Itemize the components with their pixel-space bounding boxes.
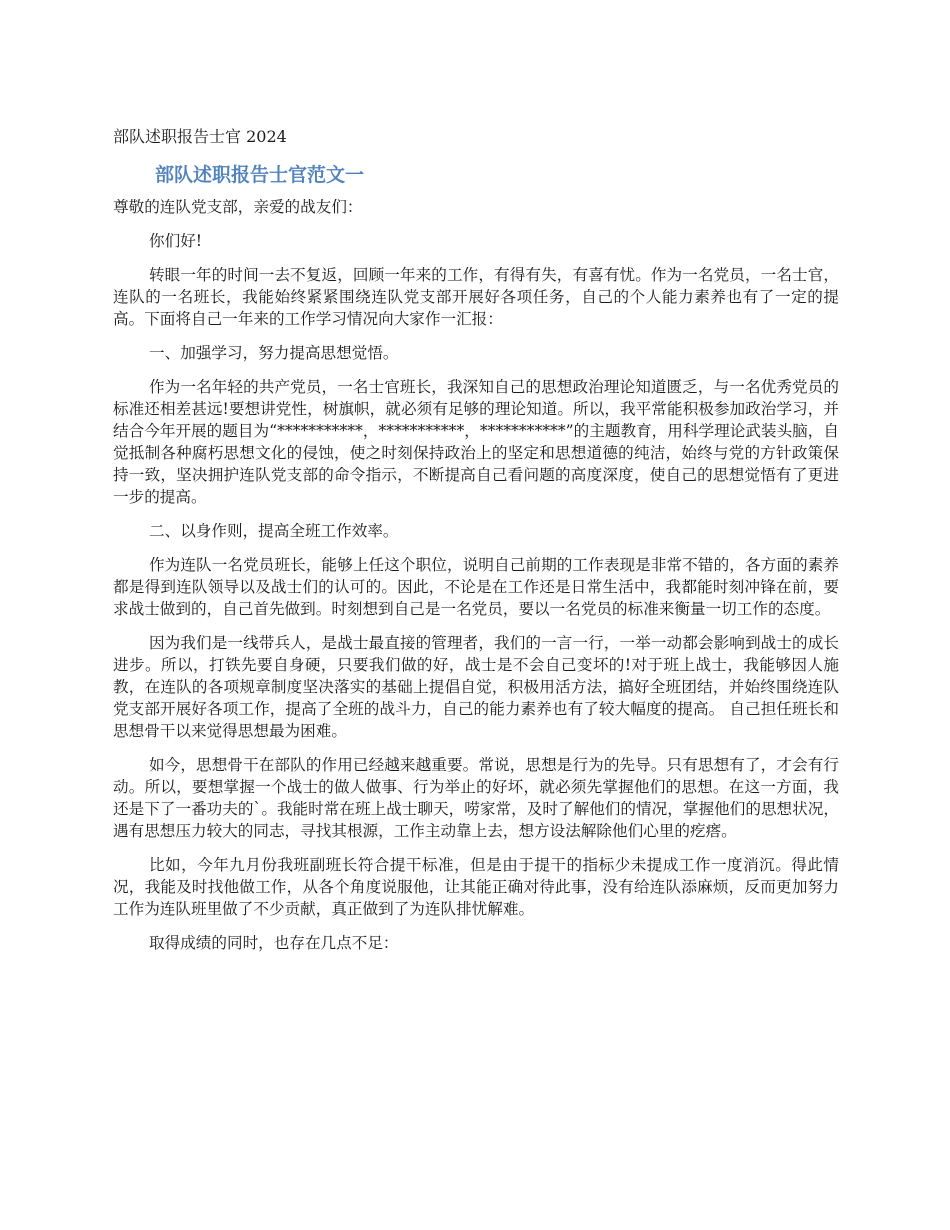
document-title: 部队述职报告士官 2024 bbox=[113, 127, 287, 146]
paragraph: 作为连队一名党员班长，能够上任这个职位，说明自己前期的工作表现是非常不错的，各方面的素养都是得到连队领导以及战士们的认可的。因此，不论是在工作还是日常生活中，我都能时刻冲锋在前，要求战士做到的，自己首先做到。时刻想到自己是一名党员，要以一名党员的标准来衡量一切工作的态度。 bbox=[113, 556, 839, 618]
greeting: 你们好! bbox=[149, 232, 203, 250]
paragraph: 作为一名年轻的共产党员，一名士官班长，我深知自己的思想政治理论知道匮乏，与一名优秀党员的标准还相差甚远!要想讲党性，树旗帜，就必须有足够的理论知道。所以，我平常能积极参加政治学习，并结合今年开展的题目为“***********，***********，***********”的主题教育，用科学理论武装头脑，自觉抵制各种腐朽思想文化的侵蚀，使之时刻保持政治上的坚定和思想道德的纯洁，始终与党的方针政策保持一致，坚决拥护连队党支部的命令指示，不断提高自己看问题的高度深度，使自己的思想觉悟有了更进一步的提高。 bbox=[113, 378, 839, 506]
paragraph: 因为我们是一线带兵人，是战士最直接的管理者，我们的一言一行，一举一动都会影响到战士的成长进步。所以，打铁先要自身硬，只要我们做的好，战士是不会自己变坏的!对于班上战士，我能够因人施教，在连队的各项规章制度坚决落实的基础上提倡自觉，积极用活方法，搞好全班团结，并始终围绕连队党支部开展好各项工作，提高了全班的战斗力，自己的能力素养也有了较大幅度的提高。 自己担任班长和思想骨干以来觉得思想最为困难。 bbox=[113, 634, 839, 740]
paragraph: 取得成绩的同时，也存在几点不足： bbox=[149, 934, 399, 952]
subheading-1: 一、加强学习，努力提高思想觉悟。 bbox=[149, 344, 399, 362]
paragraph: 转眼一年的时间一去不复返，回顾一年来的工作，有得有失，有喜有忧。作为一名党员，一名士官，连队的一名班长，我能始终紧紧围绕连队党支部开展好各项任务，自己的个人能力素养也有了一定的提高。下面将自己一年来的工作学习情况向大家作一汇报： bbox=[113, 266, 839, 328]
salutation: 尊敬的连队党支部，亲爱的战友们： bbox=[113, 198, 363, 216]
subheading-2: 二、以身作则，提高全班工作效率。 bbox=[149, 522, 399, 540]
document-page bbox=[113, 124, 839, 966]
section-heading: 部队述职报告士官范文一 bbox=[155, 164, 365, 186]
paragraph: 如今，思想骨干在部队的作用已经越来越重要。常说，思想是行为的先导。只有思想有了，才会有行动。所以，要想掌握一个战士的做人做事、行为举止的好坏，就必须先掌握他们的思想。在这一方面，我还是下了一番功夫的`。我能时常在班上战士聊天，唠家常，及时了解他们的情况，掌握他们的思想状况，遇有思想压力较大的同志，寻找其根源，工作主动靠上去，想方设法解除他们心里的疙瘩。 bbox=[113, 756, 839, 840]
paragraph: 比如，今年九月份我班副班长符合提干标准，但是由于提干的指标少未提成工作一度消沉。得此情况，我能及时找他做工作，从各个角度说服他，让其能正确对待此事，没有给连队添麻烦，反而更加努力工作为连队班里做了不少贡献，真正做到了为连队排忧解难。 bbox=[113, 856, 839, 918]
